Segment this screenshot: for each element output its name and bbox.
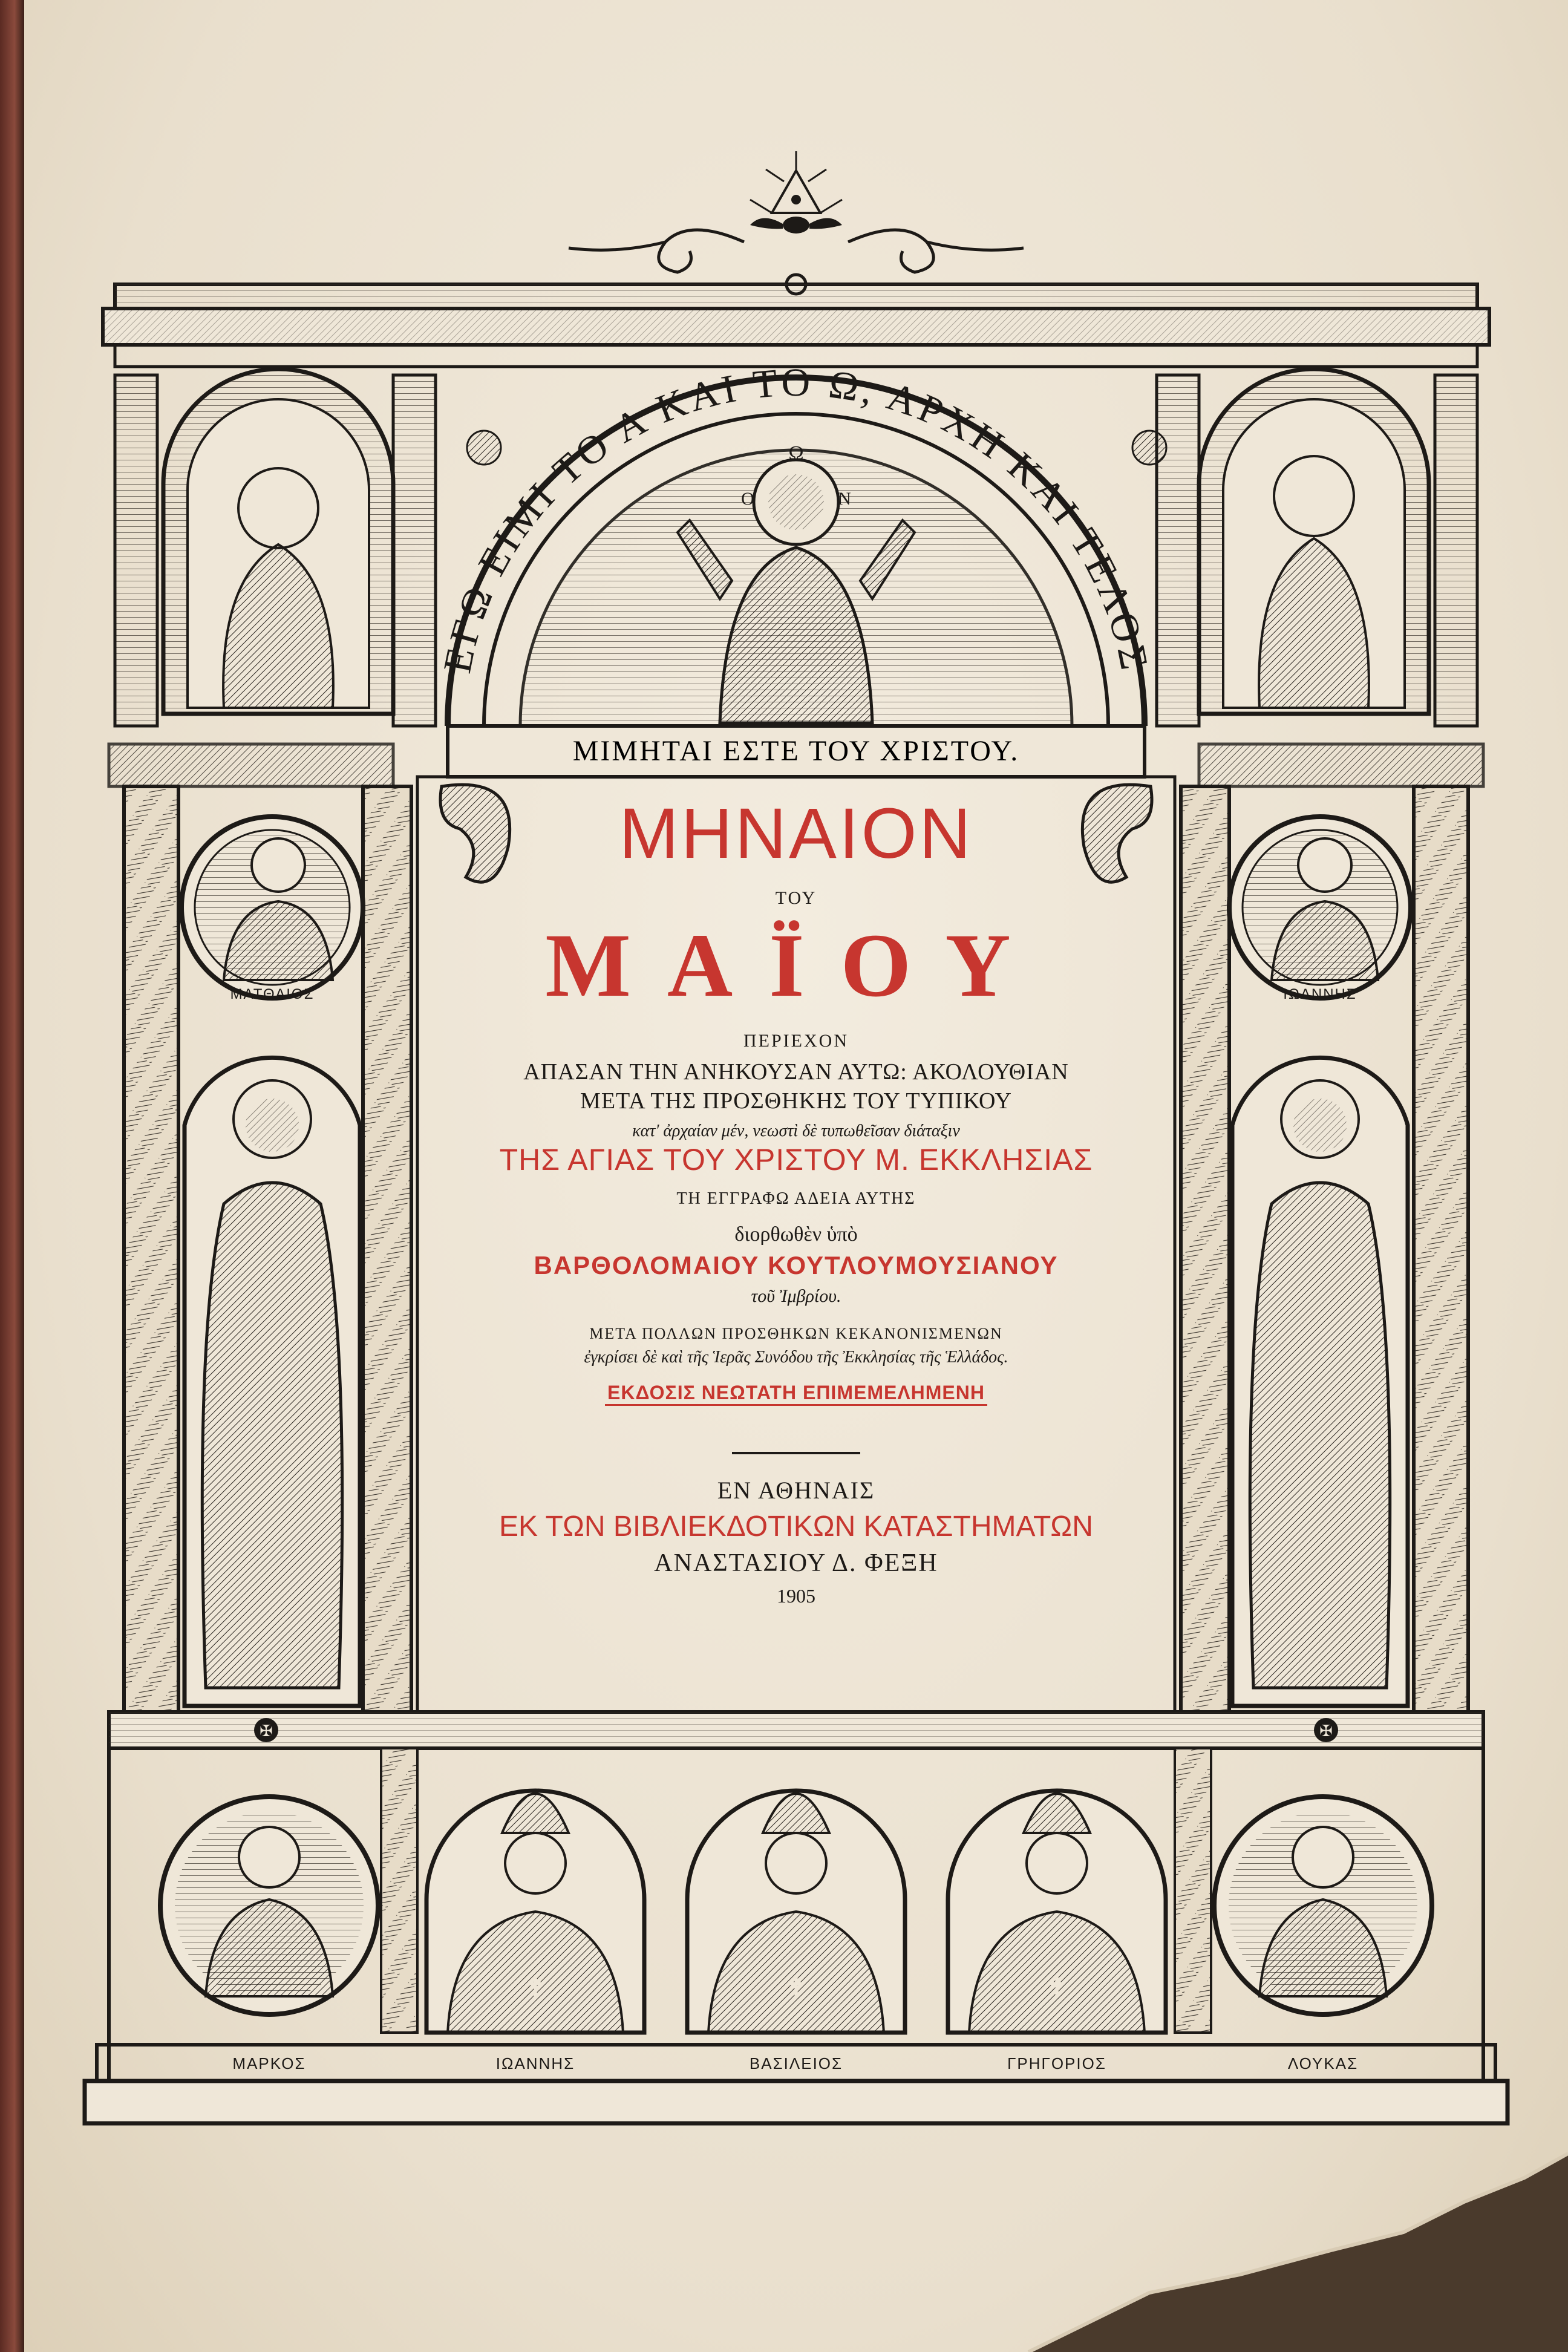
imprint-year: 1905 [777,1585,815,1607]
label-john: ΙΩΑΝΝΗΣ [495,2054,575,2073]
label-john-side: ΙΩΑΝΝΗΣ [1283,986,1357,1002]
body-line-3: ΜΕΤΑ ΤΗΣ ΠΡΟΣΘΗΚΗΣ ΤΟΥ ΤΥΠΙΚΟΥ [580,1088,1012,1114]
svg-text:✠: ✠ [1319,1722,1333,1740]
book-spine [0,0,24,2352]
label-luke: ΛΟΥΚΑΣ [1287,2054,1359,2073]
title-page [24,0,1568,2352]
halo-letter-right: Ν [838,489,851,509]
arch-inscription: ΕΓΩ ΕΙΜΙ ΤΟ Α ΚΑΙ ΤΟ Ω, ΑΡΧΗ ΚΑΙ ΤΕΛΟΣ [435,360,1157,677]
svg-text:✝: ✝ [524,1973,547,2002]
imprint-publisher: ΕΚ ΤΩΝ ΒΙΒΛΙΕΚΔΟΤΙΚΩΝ ΚΑΤΑΣΤΗΜΑΤΩΝ [499,1511,1093,1543]
label-basil: ΒΑΣΙΛΕΙΟΣ [749,2054,843,2073]
month-title: ΜΑΪΟΥ [545,915,1047,1016]
banner-motto: ΜΙΜΗΤΑΙ ΕΣΤΕ ΤΟΥ ΧΡΙΣΤΟΥ. [572,735,1020,767]
imprint-name: ΑΝΑΣΤΑΣΙΟΥ Δ. ΦΕΞΗ [654,1549,938,1577]
body-line-9: τοῦ Ἰμβρίου. [751,1286,841,1306]
svg-text:✝: ✝ [785,1973,808,2002]
editor-name: ΒΑΡΘΟΛΟΜΑΙΟΥ ΚΟΥΤΛΟΥΜΟΥΣΙΑΝΟΥ [534,1251,1059,1279]
title-text-block [423,780,1169,1706]
body-line-6: ΤΗ ΕΓΓΡΑΦΩ ΑΔΕΙΑ ΑΥΤΗΣ [676,1189,916,1208]
edition-statement: ΕΚΔΟΣΙΣ ΝΕΩΤΑΤΗ ΕΠΙΜΕΜΕΛΗΜΕΝΗ [605,1382,987,1406]
body-line-4: κατ' ἀρχαίαν μέν, νεωστὶ δὲ τυπωθεῖσαν διάταξιν [632,1122,960,1140]
label-matthew: ΜΑΤΘΑΙΟΣ [230,986,315,1002]
body-line-2: ΑΠΑΣΑΝ ΤΗΝ ΑΝΗΚΟΥΣΑΝ ΑΥΤΩ: ΑΚΟΛΟΥΘΙΑΝ [523,1059,1069,1085]
label-gregory: ΓΡΗΓΟΡΙΟΣ [1007,2054,1106,2073]
body-line-7: διορθωθὲν ὑπὸ [734,1223,858,1246]
edition-wrap [423,1382,1169,1406]
body-line-10: ΜΕΤΑ ΠΟΛΛΩΝ ΠΡΟΣΘΗΚΩΝ ΚΕΚΑΝΟΝΙΣΜΕΝΩΝ [589,1325,1003,1342]
body-line-11: ἐγκρίσει δὲ καὶ τῆς Ἱερᾶς Συνόδου τῆς Ἐκκλησίας τῆς Ἑλλάδος. [584,1348,1008,1367]
svg-text:✝: ✝ [1045,1973,1068,2002]
svg-text:✠: ✠ [260,1722,273,1740]
divider-rule [732,1452,860,1454]
main-title: ΜΗΝΑΙΟΝ [619,794,973,874]
halo-letter-top: Ω [788,442,804,465]
label-mark: ΜΑΡΚΟΣ [232,2054,306,2073]
imprint-place: ΕΝ ΑΘΗΝΑΙΣ [717,1477,875,1504]
title-connector: ΤΟΥ [775,888,817,908]
body-line-5: ΤΗΣ ΑΓΙΑΣ ΤΟΥ ΧΡΙΣΤΟΥ Μ. ΕΚΚΛΗΣΙΑΣ [499,1143,1093,1177]
halo-letter-left: Ο [741,489,754,509]
body-line-1: ΠΕΡΙΕΧΟΝ [743,1031,849,1051]
